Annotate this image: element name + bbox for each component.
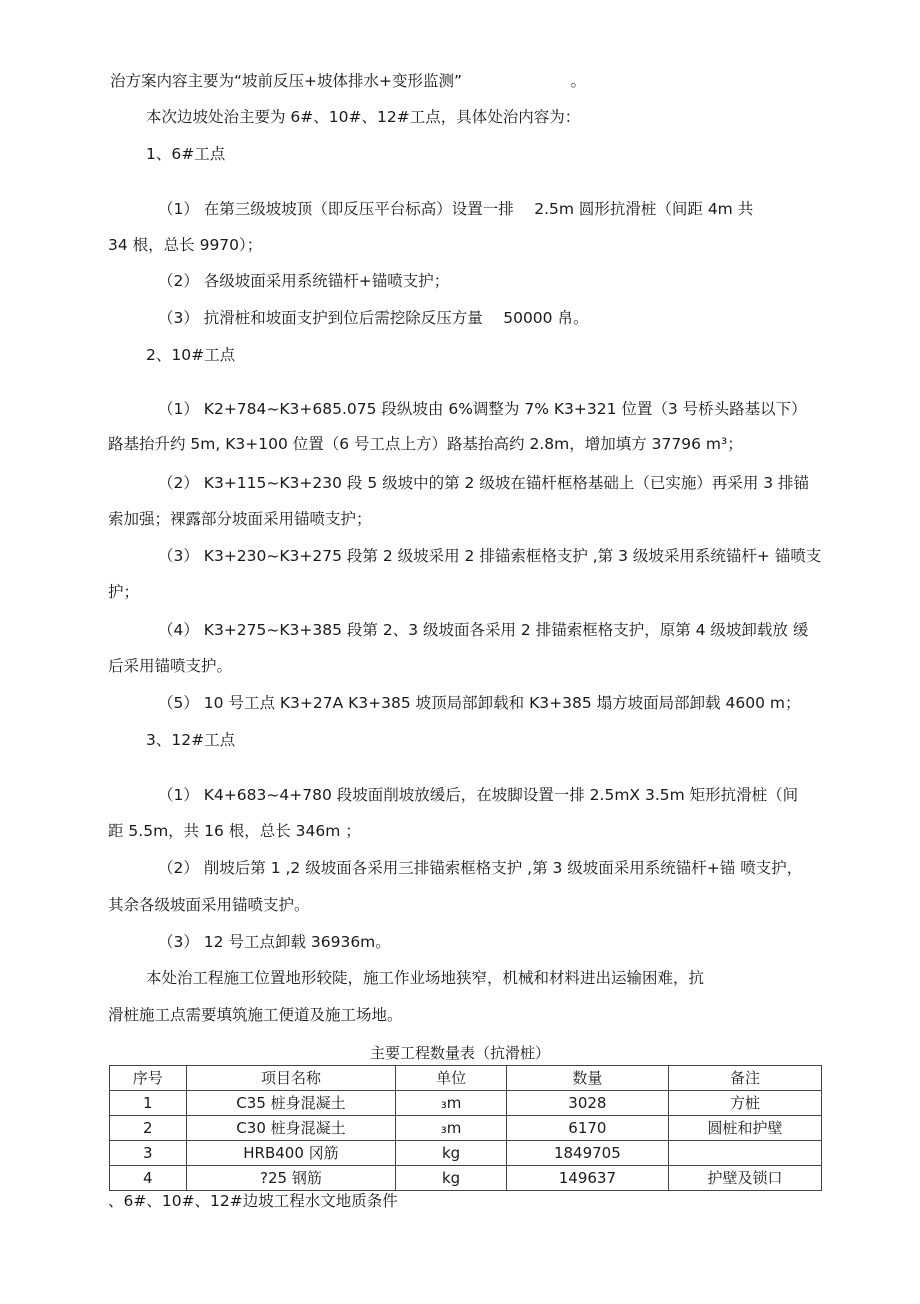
- table-cell: ₃m: [396, 1091, 506, 1116]
- header-cell: 数量: [506, 1066, 668, 1091]
- table-cell: C35 桩身混凝土: [186, 1091, 396, 1116]
- table-cell: ?25 钢筋: [186, 1166, 396, 1191]
- table-row: [110, 1141, 822, 1166]
- table-row: [110, 1116, 822, 1141]
- table-cell: 圆桩和护壁: [669, 1116, 822, 1141]
- table-cell: C30 桩身混凝土: [186, 1116, 396, 1141]
- text-line: 路基抬升约 5m, K3+100 位置（6 号工点上方）路基抬高约 2.8m，增加填方 37796 m³；: [108, 435, 743, 453]
- table-cell: ₃m: [396, 1116, 506, 1141]
- table-cell: 1849705: [506, 1141, 668, 1166]
- text-line: 34 根，总长 9970）；: [108, 236, 263, 254]
- text-line: 距 5.5m，共 16 根，总长 346m ；: [108, 822, 361, 840]
- text-line: （2） 削坡后第 1 ,2 级坡面各采用三排锚索框格支护 ,第 3 级坡面采用系统锚杆+锚 喷支护，: [158, 859, 803, 877]
- text-line: 滑桩施工点需要填筑施工便道及施工场地。: [108, 1006, 403, 1024]
- table-cell: 2: [110, 1116, 187, 1141]
- text-line: （3） 12 号工点卸载 36936m。: [158, 933, 391, 951]
- header-cell: 单位: [396, 1066, 506, 1091]
- text-line: （4） K3+275~K3+385 段第 2、3 级坡面各采用 2 排锚索框格支护，原第 4 级坡卸载放 缓: [158, 621, 809, 639]
- table-cell: 6170: [506, 1116, 668, 1141]
- quantity-table: [109, 1065, 822, 1191]
- text-line: （1） K2+784~K3+685.075 段纵坡由 6%调整为 7% K3+321 位置（3 号桥头路基以下）: [158, 400, 807, 418]
- text-line: 本次边坡处治主要为 6#、10#、12#工点，具体处治内容为：: [146, 108, 581, 126]
- section-heading: 3、12#工点: [146, 731, 236, 749]
- table-title: 主要工程数量表（抗滑桩）: [369, 1044, 550, 1062]
- text-line: （3） K3+230~K3+275 段第 2 级坡采用 2 排锚索框格支护 ,第 3 级坡采用系统锚杆+ 锚喷支: [158, 547, 822, 565]
- table-cell: 护壁及锁口: [669, 1166, 822, 1191]
- table-cell: kg: [396, 1141, 506, 1166]
- table-cell: 方桩: [669, 1091, 822, 1116]
- text-line: 护；: [108, 583, 140, 601]
- text-line: （2） 各级坡面采用系统锚杆+锚喷支护；: [158, 272, 450, 290]
- table-cell: 3028: [506, 1091, 668, 1116]
- table-cell: 4: [110, 1166, 187, 1191]
- table-cell: HRB400 冈筋: [186, 1141, 396, 1166]
- table-row: [110, 1091, 822, 1116]
- table-header-row: [110, 1066, 822, 1091]
- section-heading: 2、10#工点: [146, 346, 236, 364]
- table-row: [110, 1166, 822, 1191]
- text-line: 后采用锚喷支护。: [108, 657, 233, 675]
- text-line: 其余各级坡面采用锚喷支护。: [108, 896, 310, 914]
- table-cell: kg: [396, 1166, 506, 1191]
- header-cell: 备注: [669, 1066, 822, 1091]
- header-cell: 序号: [110, 1066, 187, 1091]
- table-cell: [669, 1141, 822, 1166]
- text-line: 索加强；裸露部分坡面采用锚喷支护；: [108, 510, 372, 528]
- header-cell: 项目名称: [186, 1066, 396, 1091]
- text-line: （2） K3+115~K3+230 段 5 级坡中的第 2 级坡在锚杆框格基础上（已实施）再采用 3 排锚: [158, 474, 810, 492]
- text-line: （5） 10 号工点 K3+27A K3+385 坡顶局部卸载和 K3+385 塌方坡面局部卸载 4600 m；: [158, 694, 801, 712]
- table-cell: 149637: [506, 1166, 668, 1191]
- text-line: （1） K4+683~4+780 段坡面削坡放缓后，在坡脚设置一排 2.5mX 3.5m 矩形抗滑桩（间: [158, 786, 799, 804]
- text-line: （3） 抗滑桩和坡面支护到位后需挖除反压方量 50000 帛。: [158, 309, 589, 327]
- section-heading-hydrogeology: 、6#、10#、12#边坡工程水文地质条件: [108, 1192, 398, 1210]
- text-line: （1） 在第三级坡坡顶（即反压平台标高）设置一排 2.5m 圆形抗滑桩（间距 4m 共: [158, 200, 754, 218]
- text-line: 本处治工程施工位置地形较陡，施工作业场地狭窄，机械和材料进出运输困难，抗: [146, 969, 705, 987]
- section-heading: 1、6#工点: [146, 145, 226, 163]
- table-cell: 3: [110, 1141, 187, 1166]
- text-line: 治方案内容主要为“坡前反压+坡体排水+变形监测” 。: [110, 72, 587, 90]
- table-cell: 1: [110, 1091, 187, 1116]
